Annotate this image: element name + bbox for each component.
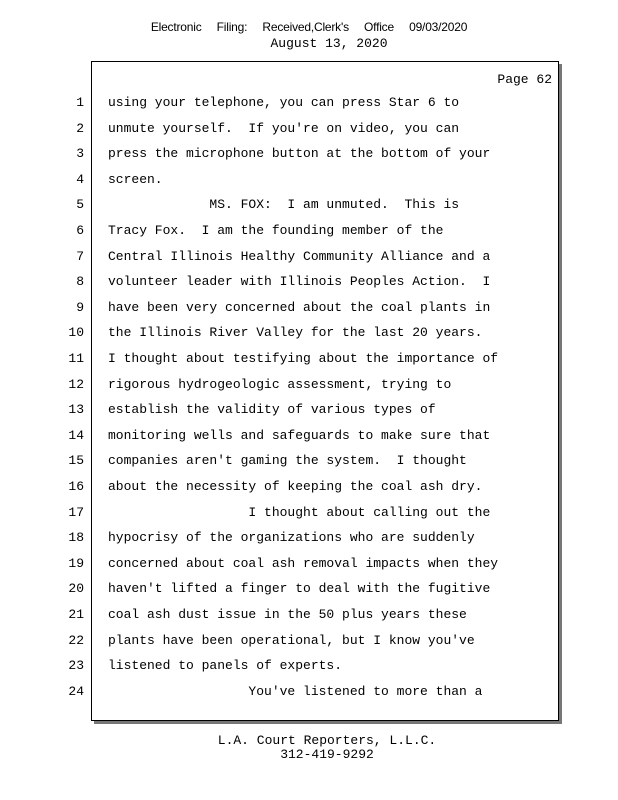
line-number: 9 — [76, 299, 84, 315]
line-text: press the microphone button at the bottom of your — [108, 146, 491, 162]
transcript-line — [0, 503, 618, 523]
line-number: 13 — [68, 402, 84, 418]
line-text: Tracy Fox. I am the founding member of the — [108, 223, 444, 238]
electronic-filing-stamp — [0, 20, 618, 34]
line-number: 4 — [76, 171, 84, 187]
line-text: I thought about calling out the — [108, 504, 491, 520]
stamp-office: Office — [364, 20, 394, 34]
page-number: Page 62 — [497, 72, 552, 87]
transcript-line — [0, 349, 618, 369]
line-text: plants have been operational, but I know you've — [108, 632, 475, 648]
line-number: 14 — [68, 427, 84, 443]
transcript-line — [0, 528, 618, 548]
line-text: have been very concerned about the coal plants in — [108, 299, 491, 315]
transcript-line — [0, 477, 618, 497]
line-number: 11 — [68, 351, 84, 366]
line-number: 16 — [68, 479, 84, 494]
line-number: 19 — [68, 555, 84, 571]
line-number: 15 — [68, 453, 84, 469]
line-text: rigorous hydrogeologic assessment, trying to — [108, 376, 452, 392]
stamp-date: 09/03/2020 — [409, 20, 468, 34]
line-text: volunteer leader with Illinois Peoples Action. I — [108, 274, 491, 290]
transcript-line — [0, 298, 618, 318]
stamp-electronic: Electronic — [150, 20, 202, 34]
line-text: screen. — [108, 171, 163, 187]
line-number: 24 — [68, 683, 84, 699]
line-number: 5 — [76, 197, 84, 213]
transcript-line — [0, 400, 618, 420]
stamp-filing: Filing: — [216, 20, 248, 34]
line-number: 18 — [68, 530, 84, 546]
line-text: coal ash dust issue in the 50 plus years these — [108, 607, 467, 622]
transcript-line — [0, 554, 618, 574]
line-text: the Illinois River Valley for the last 20 years. — [108, 325, 483, 341]
transcript-line — [0, 682, 618, 702]
transcript-date: August 13, 2020 — [270, 36, 388, 51]
line-number: 20 — [68, 581, 84, 597]
transcript-line — [0, 451, 618, 471]
line-number: 12 — [68, 376, 84, 392]
line-number: 3 — [76, 146, 84, 162]
line-number: 22 — [68, 632, 84, 648]
line-text: You've listened to more than a — [108, 683, 483, 699]
stamp-received: Received,Clerk's — [262, 20, 349, 34]
line-number: 23 — [68, 658, 84, 674]
transcript-line — [0, 272, 618, 292]
reporter-company: L.A. Court Reporters, L.L.C. — [217, 733, 437, 748]
transcript-line — [0, 170, 618, 190]
transcript-line — [0, 144, 618, 164]
line-text: MS. FOX: I am unmuted. This is — [108, 197, 460, 213]
line-text: companies aren't gaming the system. I thought — [108, 453, 467, 469]
transcript-line — [0, 656, 618, 676]
line-text: haven't lifted a finger to deal with the fugitive — [108, 581, 491, 597]
transcript-line — [0, 375, 618, 395]
transcript-line — [0, 247, 618, 267]
reporter-phone: 312-419-9292 — [280, 747, 374, 762]
line-text: I thought about testifying about the importance of — [108, 351, 499, 366]
transcript-line — [0, 119, 618, 139]
line-number: 17 — [68, 504, 84, 520]
line-number: 1 — [76, 95, 84, 110]
transcript-line — [0, 579, 618, 599]
line-number: 21 — [68, 607, 84, 622]
transcript-line — [0, 93, 618, 113]
transcript-line — [0, 195, 618, 215]
line-number: 8 — [76, 274, 84, 290]
transcript-line — [0, 426, 618, 446]
line-text: about the necessity of keeping the coal ash dry. — [108, 479, 483, 494]
line-text: using your telephone, you can press Star 6 to — [108, 95, 460, 110]
line-number: 10 — [68, 325, 84, 341]
line-text: listened to panels of experts. — [108, 658, 343, 674]
line-text: unmute yourself. If you're on video, you can — [108, 120, 460, 136]
line-number: 7 — [76, 248, 84, 264]
line-text: Central Illinois Healthy Community Alliance and a — [108, 248, 491, 264]
line-text: establish the validity of various types of — [108, 402, 436, 418]
line-number: 6 — [76, 223, 84, 238]
line-text: hypocrisy of the organizations who are suddenly — [108, 530, 475, 546]
transcript-line — [0, 323, 618, 343]
transcript-line — [0, 631, 618, 651]
transcript-line — [0, 221, 618, 241]
line-text: monitoring wells and safeguards to make sure that — [108, 427, 491, 443]
line-text: concerned about coal ash removal impacts when they — [108, 555, 499, 571]
transcript-line — [0, 605, 618, 625]
line-number: 2 — [76, 120, 84, 136]
